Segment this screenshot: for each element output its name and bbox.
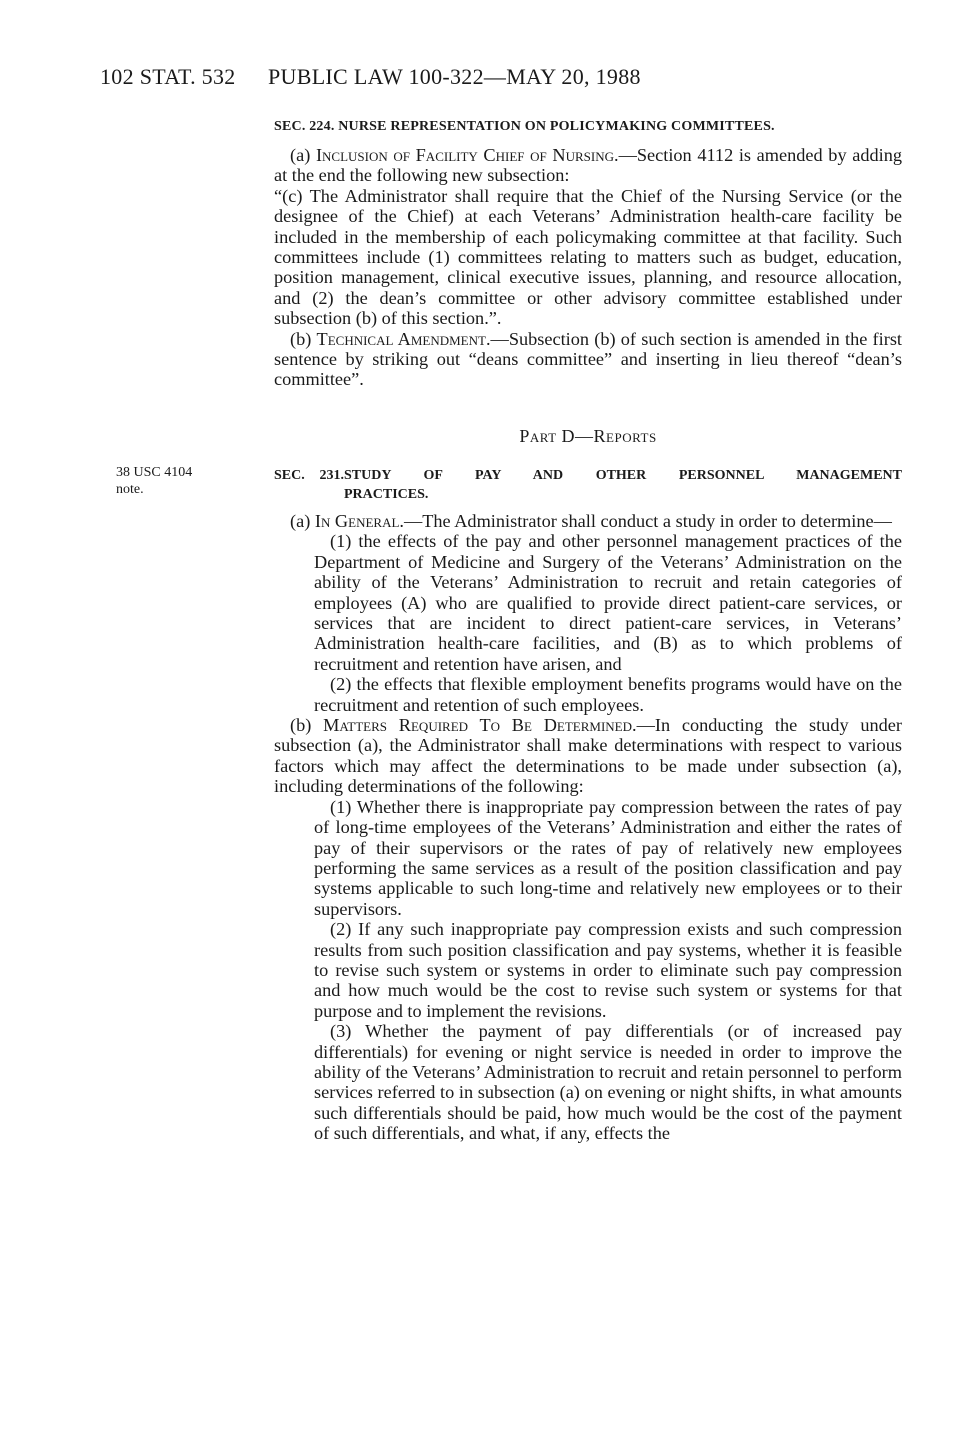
section-231-number: SEC. 231. [274, 468, 344, 483]
section-224-subsection-a [274, 145, 902, 186]
subsection-b-caption: Technical Amendment. [316, 328, 491, 349]
list-item: (2) If any such inappropriate pay compression exists and such compression results from such position classification and pay systems, whether it is feasible to revise such system or systems in order to eliminate such pay compression and how much would be the cost to revise such system or systems for that purpose and to implement the revisions. [314, 919, 902, 1021]
margin-note-suffix: note. [116, 482, 144, 497]
subsection-a-text: —Section 4112 is amended by adding at the end the following new subsection: [274, 145, 902, 186]
section-231-heading-line1 [274, 466, 902, 485]
subsection-b-label: (b) [290, 328, 317, 349]
sec231-a-label: (a) [290, 511, 315, 531]
list-item: (1) Whether there is inappropriate pay compression between the rates of pay of long-time employees of the Veterans’ Administration and either the rates of pay of their supervisors or the rates of pay of relatively new employees performing the same services as a result of the position classification and pay systems applicable to such long-time and relatively new employees or to their supervisors. [314, 796, 902, 919]
section-231-heading [274, 466, 902, 504]
list-item: (1) the effects of the pay and other personnel management practices of the Department of Medicine and Surgery of the Veterans’ Administration on the ability of the Veterans’ Administration to recruit and retain categories of employees (A) who are qualified to provide direct patient-care services, or services that are incident to direct patient-care services, in Veterans’ Administration health-care facilities, and (B) as to which problems of recruitment and retention have arisen, and [314, 531, 902, 674]
law-title: PUBLIC LAW 100-322—MAY 20, 1988 [268, 64, 641, 89]
page-folio: 102 STAT. 532 [100, 64, 236, 89]
subsection-a-caption: Inclusion of Facility Chief of Nursing. [315, 145, 619, 165]
sec231-b-label: (b) [290, 715, 324, 736]
running-head [100, 64, 903, 94]
margin-note-citation: 38 USC 4104 [116, 465, 193, 480]
subsection-a-label: (a) [290, 145, 316, 165]
quoted-subsection-c: “(c) The Administrator shall require that the Chief of the Nursing Service (or the designee of the Chief) at each Veterans’ Administration health-care facility be included in the membership of each policymaking committee at that facility. Such committees include (1) committees relating to matters such as budget, education, position management, clinical executive issues, planning, and resource allocation, and (2) the dean’s committee or other advisory committee established under subsection (b) of this section.”. [274, 185, 902, 329]
section-224-heading: SEC. 224. NURSE REPRESENTATION ON POLICYMAKING COMMITTEES. [274, 119, 775, 134]
part-d-title: Part D—Reports [519, 426, 657, 446]
section-231-title: STUDY OF PAY AND OTHER PERSONNEL MANAGEMENT [344, 468, 902, 483]
sec231-a-text: —The Administrator shall conduct a study in order to determine— [403, 511, 892, 531]
sec231-b-text: —In conducting the study under subsection (a), the Administrator shall make determinations with respect to various factors which may affect the determinations to be made under subsection (a), including determinations of the following: [274, 715, 902, 797]
section-231-subsection-b [274, 715, 902, 797]
margin-note [116, 464, 246, 498]
sec231-b-caption: Matters Required To Be Determined. [323, 715, 637, 736]
section-231-body [274, 511, 902, 1144]
section-231-subsection-a [274, 511, 902, 531]
section-224-body [274, 145, 902, 390]
subsection-b-text: —Subsection (b) of such section is amended in the first sentence by striking out “deans committee” and inserting in lieu thereof “dean’s committee”. [274, 328, 903, 390]
section-224-subsection-b [274, 329, 902, 390]
section-231-title-cont: PRACTICES. [344, 487, 429, 502]
list-item: (3) Whether the payment of pay differentials (or of increased pay differentials) for evening or night service is needed in order to improve the ability of the Veterans’ Administration to recruit and retain personnel to perform services referred to in subsection (a) on evening or night shifts, in what amounts such differentials should be paid, how much would be the cost of the payment of such differentials, and what, if any, effects the [314, 1021, 902, 1144]
sec231-a-caption: In General. [314, 511, 404, 531]
list-item: (2) the effects that flexible employment benefits programs would have on the recruitment and retention of such employees. [314, 674, 902, 715]
